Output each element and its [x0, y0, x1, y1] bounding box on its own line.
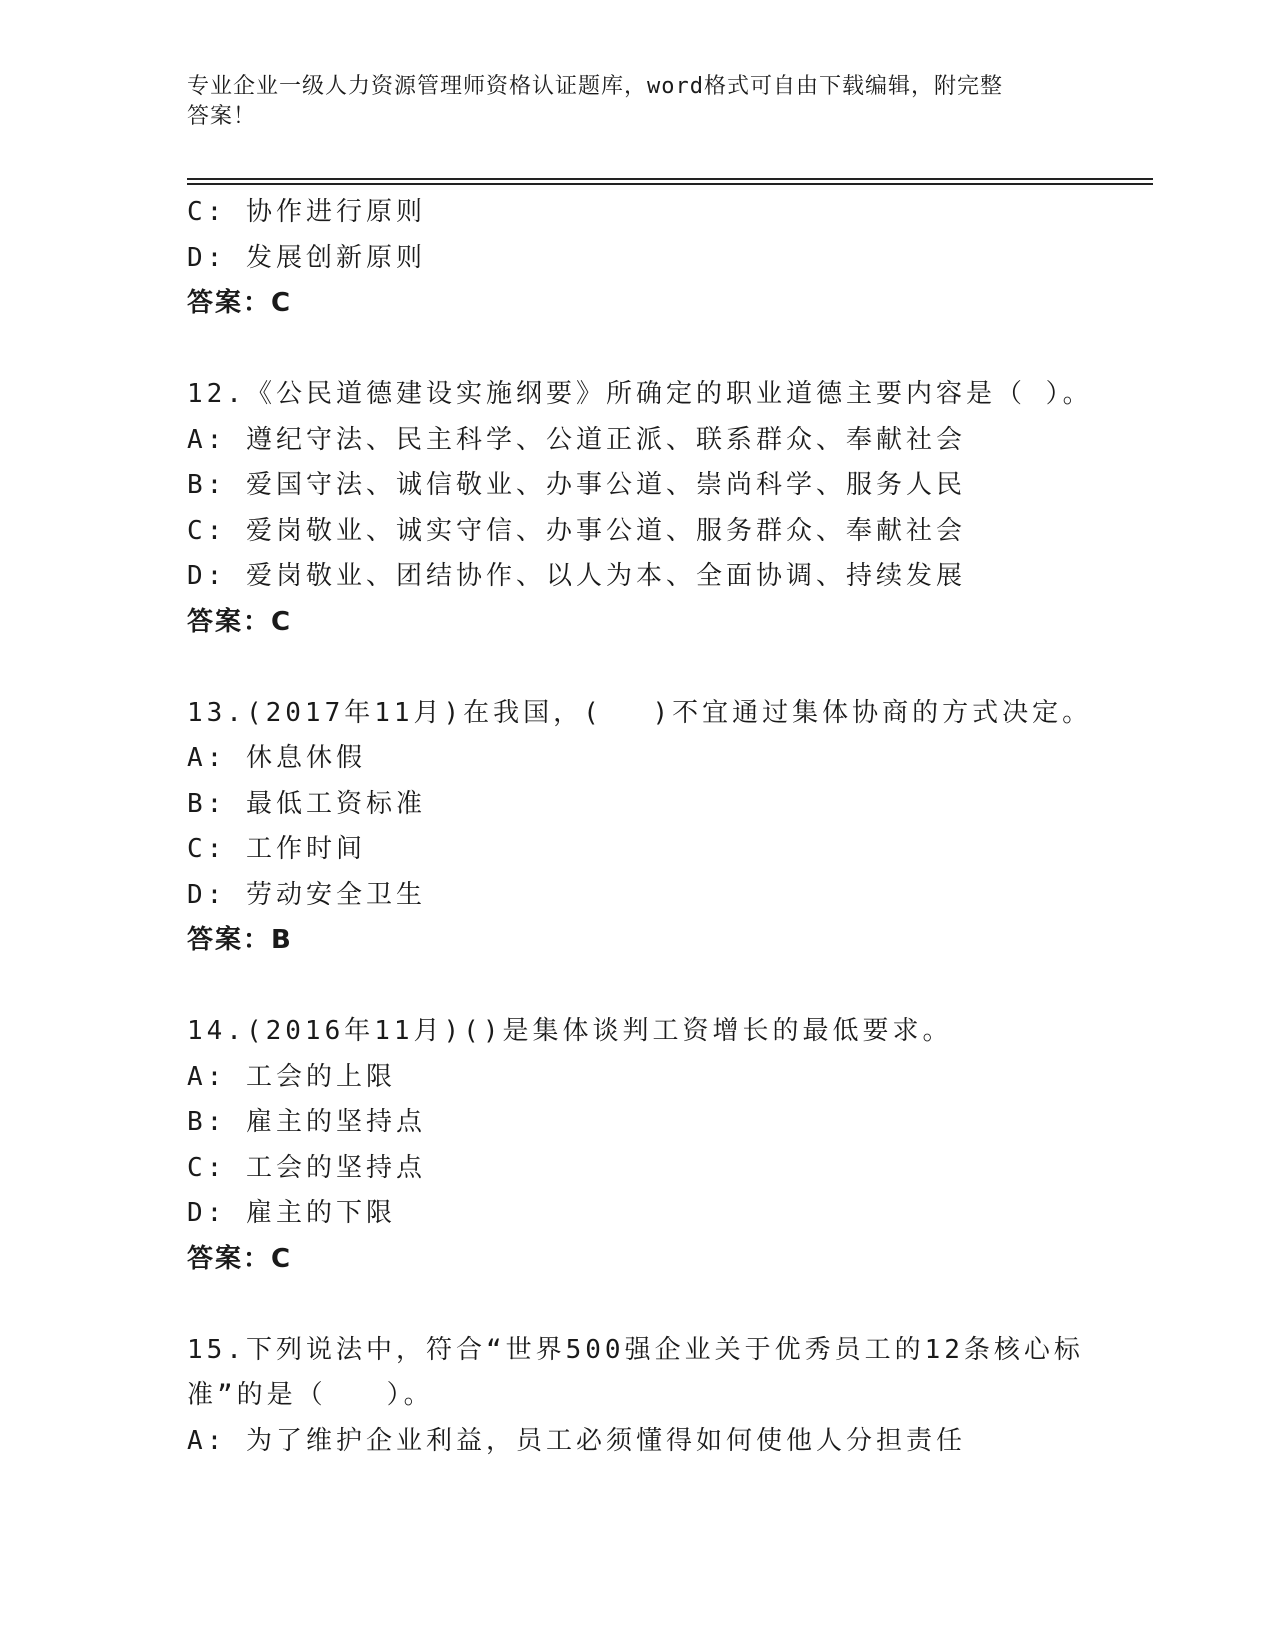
page-header — [187, 72, 1087, 132]
option-d: D: 发展创新原则 — [187, 242, 426, 273]
option-c: C: 协作进行原则 — [187, 197, 426, 227]
option-a: A: 遵纪守法、民主科学、公道正派、联系群众、奉献社会 — [187, 424, 966, 455]
header-line-1: 专业企业一级人力资源管理师资格认证题库，word格式可自由下载编辑，附完整 — [187, 74, 1003, 99]
question-stem: 12.《公民道德建设实施纲要》所确定的职业道德主要内容是（ ）。 — [187, 379, 1093, 409]
header-line-2: 答案！ — [187, 104, 257, 129]
spacer — [187, 327, 1087, 373]
spacer — [187, 1282, 1087, 1328]
question-stem: 14.(2016年11月)()是集体谈判工资增长的最低要求。 — [187, 1016, 953, 1046]
option-b: B: 最低工资标准 — [187, 788, 426, 819]
option-c: C: 爱岗敬业、诚实守信、办事公道、服务群众、奉献社会 — [187, 515, 966, 546]
option-b: B: 爱国守法、诚信敬业、办事公道、崇尚科学、服务人民 — [187, 470, 966, 500]
option-d: D: 雇主的下限 — [187, 1198, 396, 1228]
question-14 — [187, 1009, 1087, 1282]
option-a: A: 休息休假 — [187, 743, 366, 773]
question-stem-line-1: 15.下列说法中，符合“世界500强企业关于优秀员工的12条核心标 — [187, 1334, 1084, 1365]
option-b: B: 雇主的坚持点 — [187, 1107, 426, 1137]
question-13 — [187, 691, 1093, 964]
answer-label: 答案：C — [187, 288, 293, 318]
option-a: A: 为了维护企业利益，员工必须懂得如何使他人分担责任 — [187, 1425, 966, 1456]
question-stem: 13.(2017年11月)在我国，( )不宜通过集体协商的方式决定。 — [187, 697, 1093, 728]
question-list — [187, 190, 1093, 1464]
header-divider-bottom — [187, 183, 1153, 185]
option-c: C: 工会的坚持点 — [187, 1152, 426, 1183]
question-15 — [187, 1328, 1087, 1465]
option-d: D: 爱岗敬业、团结协作、以人为本、全面协调、持续发展 — [187, 561, 966, 591]
option-c: C: 工作时间 — [187, 834, 366, 864]
option-a: A: 工会的上限 — [187, 1061, 396, 1092]
question-stem-line-2: 准”的是（ ）。 — [187, 1380, 434, 1410]
answer-label: 答案：B — [187, 925, 293, 955]
answer-label: 答案：C — [187, 606, 293, 637]
spacer — [187, 964, 1087, 1010]
question-12 — [187, 372, 1093, 645]
option-d: D: 劳动安全卫生 — [187, 879, 426, 910]
header-divider-top — [187, 178, 1153, 180]
answer-label: 答案：C — [187, 1243, 293, 1274]
question-11-tail — [187, 190, 1087, 327]
spacer — [187, 645, 1087, 691]
